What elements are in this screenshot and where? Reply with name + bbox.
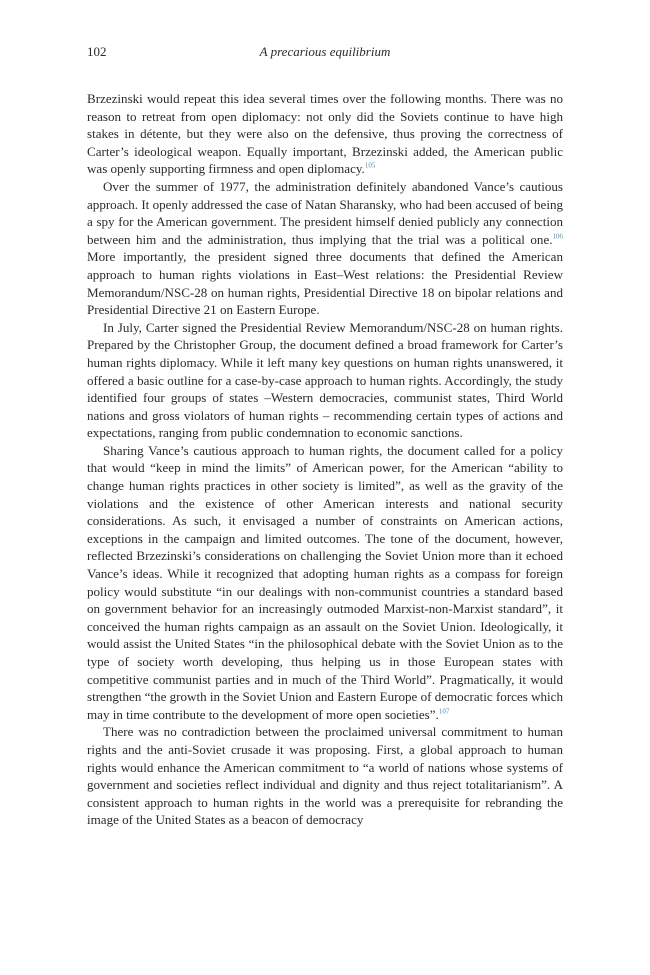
paragraph xyxy=(87,319,563,442)
footnote-marker[interactable]: 105 xyxy=(364,162,376,171)
paragraph xyxy=(87,178,563,319)
paragraph-text: In July, Carter signed the Presidential Review Memorandum/NSC-28 on human rights. Prepared by the Christopher Group, the document defined a broad framework for Carter’s human rights diplomacy. While it left many key questions on human rights unanswered, it offered a basic outline for a case-by-case approach to human rights. Accordingly, the study identified four groups of states –Western democracies, communist states, Third World nations and gross violators of human rights – recommending certain types of actions and expectations, ranging from public condemnation to economic sanctions. xyxy=(87,319,563,441)
footnote-marker[interactable]: 107 xyxy=(438,707,450,716)
paragraph-text: Sharing Vance’s cautious approach to human rights, the document called for a policy that would “keep in mind the limits” of American power, for the American “ability to change human rights practices in other society is limited”, as well as the gravity of the violations and the existence of other American interests and national security considerations. As such, it envisaged a number of constraints on American actions, exceptions in the campaign and limited outcomes. The tone of the document, however, reflected Brzezinski’s considerations on challenging the Soviet Union more than it echoed Vance’s ideas. While it recognized that adopting human rights as a compass for foreign policy would substitute “in our dealings with non-communist countries a standard based on government behavior for an increasingly outmoded Marxist-non-Marxist standard”, it conceived the human rights campaign as an assault on the Soviet Union. Ideologically, it would assist the United States “in the philosophical debate with the Soviet Union as to the type of society worth developing, thus helping us in those European states with competitive communist parties and in much of the Third World”. Pragmatically, it would strengthen “the growth in the Soviet Union and Eastern Europe of democratic forces which may in time contribute to the development of more open societies”. xyxy=(87,442,563,722)
page-number: 102 xyxy=(87,44,107,59)
paragraph-text: More importantly, the president signed three documents that defined the American approach to human rights violations in East–West relations: the Presidential Review Memorandum/NSC-28 on human rights, Presidential Directive 18 on bipolar relations and Presidential Directive 21 on Eastern Europe. xyxy=(87,249,563,318)
running-title: A precarious equilibrium xyxy=(259,44,391,59)
paragraph-text: Brzezinski would repeat this idea several times over the following months. There was no reason to retreat from open diplomacy: not only did the Soviets continue to have high stakes in détente, but they were also on the defensive, thus proving the correctness of Carter’s ideological weapon. Equally important, Brzezinski added, the American public was openly supporting firmness and open diplomacy. xyxy=(87,91,563,177)
paragraph xyxy=(87,90,563,178)
running-head xyxy=(87,44,563,66)
paragraph-text: Over the summer of 1977, the administration definitely abandoned Vance’s cautious approach. It openly addressed the case of Natan Sharansky, who had been accused of being a spy for the American government. The president himself denied publicly any connection between him and the administration, thus implying that the trial was a political one. xyxy=(87,178,563,247)
body-text xyxy=(87,90,563,829)
paragraph-text: There was no contradiction between the proclaimed universal commitment to human rights and the anti-Soviet crusade it was proposing. First, a global approach to human rights would enhance the American commitment to “a world of nations whose systems of government and societies reflect individual and dignity and thus reject totalitarianism”. A consistent approach to human rights in the world was a prerequisite for rebranding the image of the United States as a beacon of democracy xyxy=(87,724,563,828)
book-page xyxy=(87,44,563,829)
paragraph xyxy=(87,723,563,829)
footnote-marker[interactable]: 106 xyxy=(552,232,563,241)
paragraph xyxy=(87,442,563,724)
